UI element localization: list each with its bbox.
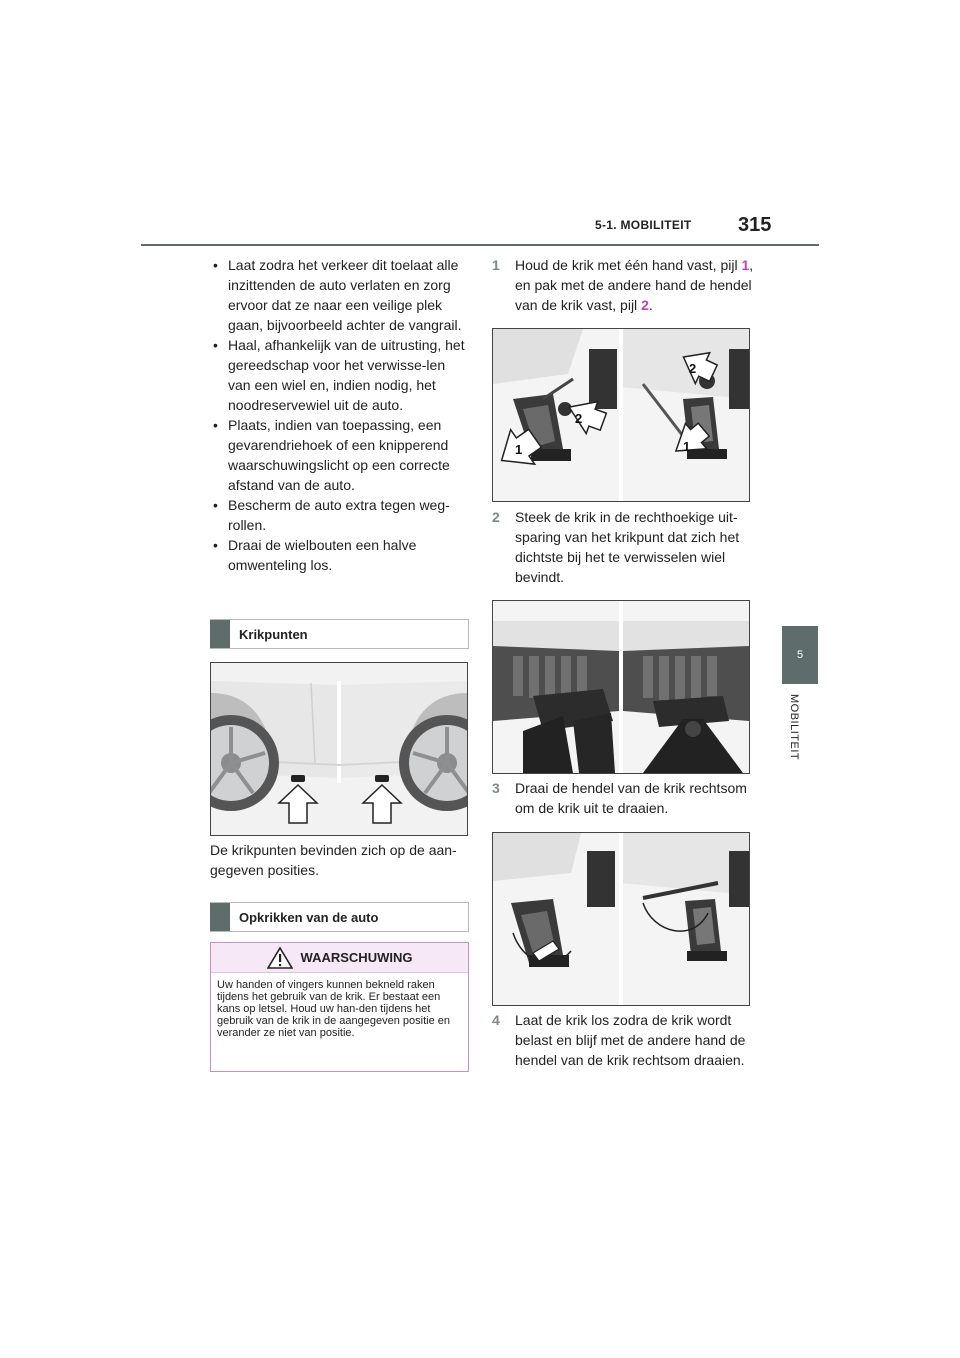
chapter-tab <box>782 626 818 684</box>
jack-crank-figure <box>492 832 750 1006</box>
jack-insert-figure <box>492 600 750 774</box>
warning-header <box>211 943 468 973</box>
chapter-tab-number: 5 <box>796 649 804 661</box>
figure-label-1: 1 <box>515 442 523 457</box>
instruction-bullet-list <box>210 255 468 575</box>
section-heading-opkrikken <box>210 902 469 932</box>
figure-label-2: 2 <box>575 411 583 426</box>
section-heading-krikpunten <box>210 619 469 649</box>
bullet-item: • Haal, afhankelijk van de uitrusting, het gereedschap voor het verwisse-len van een wiel en, indien nodig, het noodreservewiel uit de auto. <box>210 335 468 415</box>
figure-label-1: 1 <box>683 439 691 454</box>
warning-triangle-icon <box>267 947 293 969</box>
arrow-1-ref: 1 <box>741 257 750 273</box>
step-text: , en pak met de andere hand de hendel van de krik vast, pijl <box>515 257 754 313</box>
section-heading-text: Opkrikken van de auto <box>239 909 379 925</box>
step-number: 2 <box>492 509 500 525</box>
step-number: 1 <box>492 257 500 273</box>
section-heading-text: Krikpunten <box>239 626 308 642</box>
step-number: 4 <box>492 1012 500 1028</box>
header-section-title: 5-1. MOBILITEIT <box>595 218 692 232</box>
header-divider <box>141 244 819 246</box>
jacking-points-figure <box>210 662 468 836</box>
step-4 <box>492 1010 757 1070</box>
step-number: 3 <box>492 780 500 796</box>
figure-label-2: 2 <box>689 361 697 376</box>
warning-box <box>210 942 469 1072</box>
step-text: Draai de hendel van de krik rechtsom om de krik uit te draaien. <box>515 780 747 816</box>
warning-title: WAARSCHUWING <box>300 950 413 965</box>
bullet-item: • Plaats, indien van toepassing, een gevarendriehoek of een knipperend waarschuwingslicht op een correcte afstand van de auto. <box>210 415 468 495</box>
bullet-item: • Laat zodra het verkeer dit toelaat alle inzittenden de auto verlaten en zorg ervoor dat ze naar een veilige plek gaan, bijvoorbeeld achter de vangrail. <box>210 255 468 335</box>
step-3 <box>492 778 757 818</box>
jack-holding-figure <box>492 328 750 502</box>
step-1 <box>492 255 757 315</box>
section-marker <box>210 903 230 931</box>
step-text: Houd de krik met één hand vast, pijl <box>515 257 742 273</box>
step-text: Steek de krik in de rechthoekige uit-sparing van het krikpunt dat zich het dichtste bij het te verwisselen wiel bevindt. <box>515 509 740 585</box>
bullet-item: • Draai de wielbouten een halve omwenteling los. <box>210 535 468 575</box>
step-text: . <box>648 297 653 313</box>
warning-text: Uw handen of vingers kunnen bekneld raken tijdens het gebruik van de krik. Er bestaat een kans op letsel. Houd uw han-den tijdens het gebruik van de krik in de aangegeven positie en verander ze niet van positie. <box>217 979 450 1039</box>
section-marker <box>210 620 230 648</box>
arrow-2-ref: 2 <box>641 297 649 313</box>
chapter-tab-label: MOBILITEIT <box>788 694 800 761</box>
step-text: Laat de krik los zodra de krik wordt belast en blijf met de andere hand de hendel van de krik rechtsom draaien. <box>515 1012 746 1068</box>
krikpunten-caption: De krikpunten bevinden zich op de aan-gegeven posities. <box>210 842 457 878</box>
bullet-item: • Bescherm de auto extra tegen weg-rollen. <box>210 495 468 535</box>
step-2 <box>492 507 757 587</box>
page-number: 315 <box>738 214 772 236</box>
